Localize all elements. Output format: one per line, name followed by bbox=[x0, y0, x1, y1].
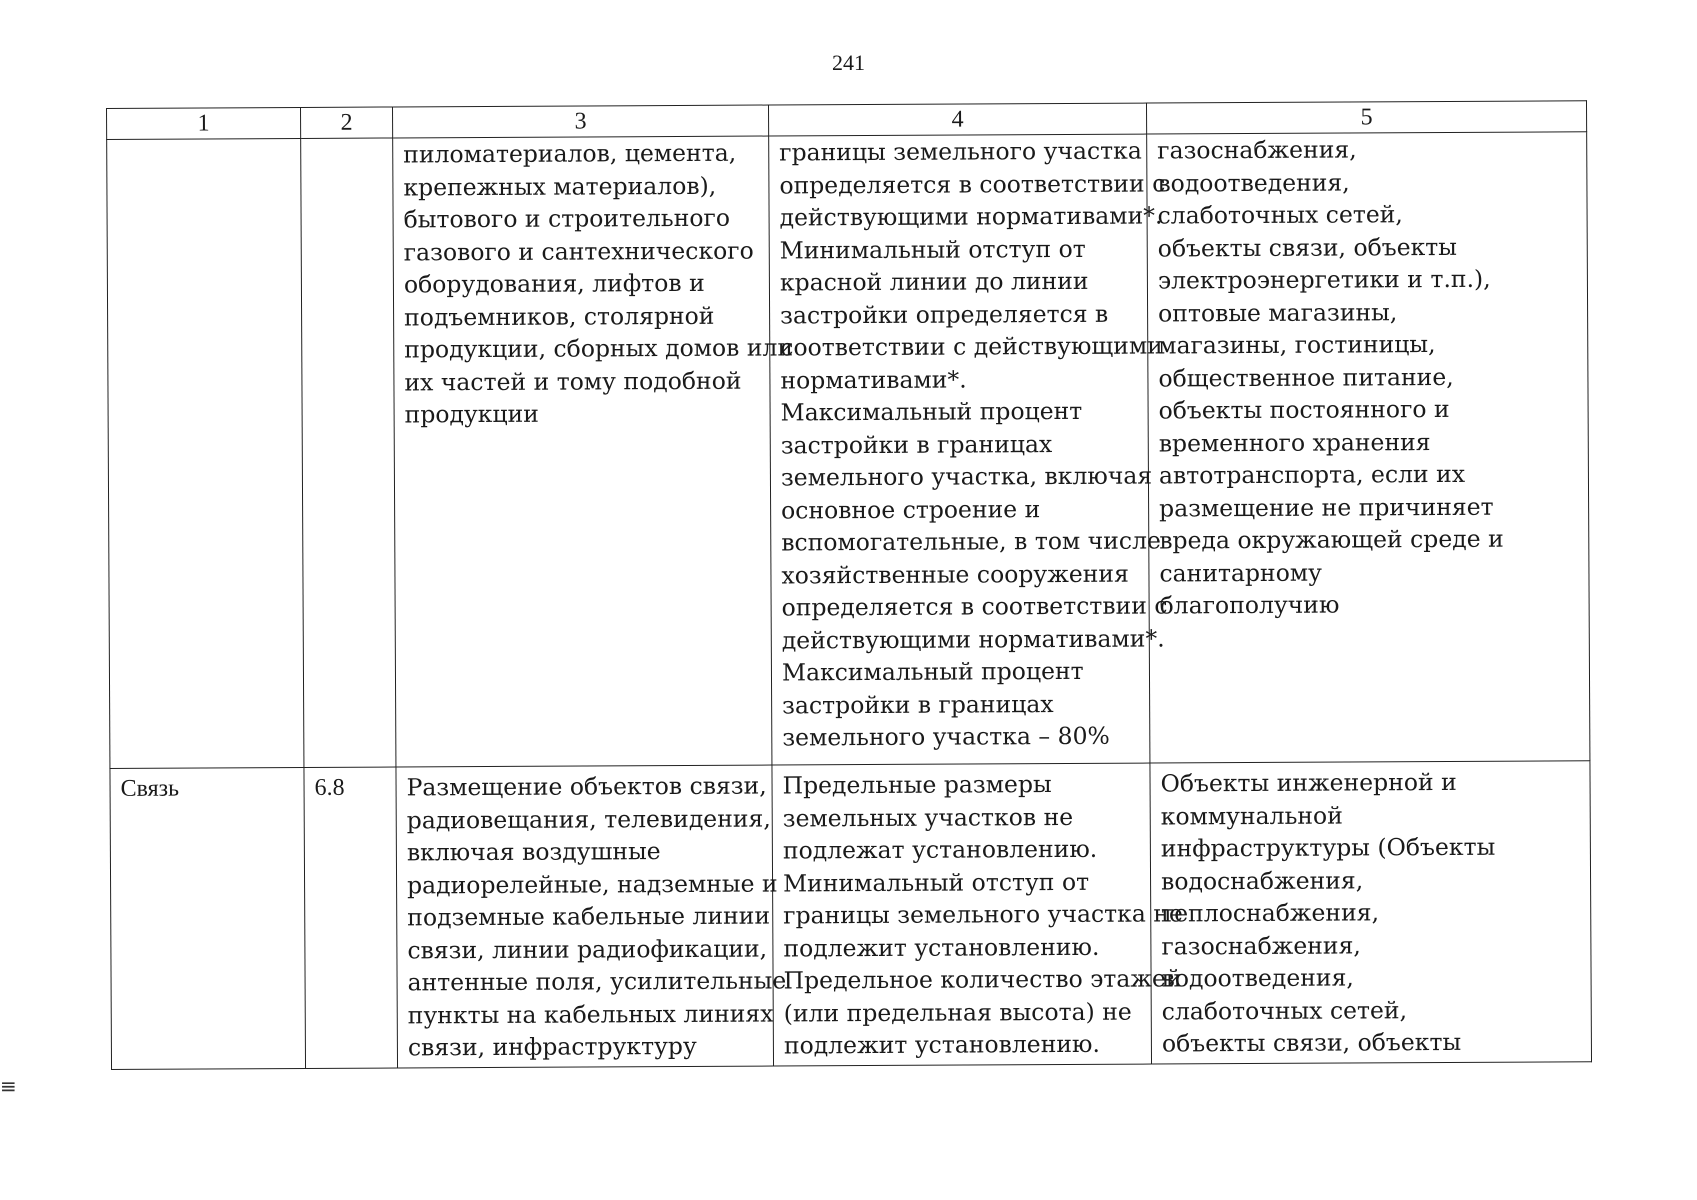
text-line: газоснабжения, bbox=[1161, 930, 1361, 960]
text-line: Минимальный отступ от bbox=[782, 867, 1090, 897]
text-line: связи, линии радиофикации, bbox=[407, 934, 768, 964]
text-line: крепежных материалов), bbox=[403, 171, 717, 201]
text-line: границы земельного участка bbox=[779, 136, 1142, 167]
table-row bbox=[107, 132, 1590, 769]
text-line: их частей и тому подобной bbox=[404, 366, 742, 396]
text-line: оборудования, лифтов и bbox=[403, 268, 705, 299]
use-code-cell: 6.8 bbox=[304, 767, 398, 1068]
text-line: пункты на кабельных линиях bbox=[407, 999, 774, 1029]
text-line: размещение не причиняет bbox=[1159, 492, 1494, 522]
text-line: хозяйственные сооружения bbox=[781, 559, 1129, 589]
use-type-cell: Связь bbox=[110, 767, 306, 1069]
text-line: Максимальный процент bbox=[780, 396, 1083, 427]
text-line: радиорелейные, надземные и bbox=[406, 868, 778, 899]
text-line: объекты связи, объекты bbox=[1161, 1027, 1462, 1058]
text-line: магазины, гостиницы, bbox=[1158, 330, 1436, 360]
text-line: застройки в границах bbox=[780, 429, 1053, 459]
text-line: продукции bbox=[404, 399, 539, 429]
regulation-table bbox=[106, 100, 1592, 1070]
text-line: оптовые магазины, bbox=[1158, 297, 1398, 327]
page-number: 241 bbox=[832, 50, 865, 75]
header-cell: 2 bbox=[300, 107, 392, 138]
text-line: Размещение объектов связи, bbox=[406, 771, 767, 802]
text-line: временного хранения bbox=[1158, 427, 1431, 457]
text-line: определяется в соответствии с bbox=[781, 591, 1168, 622]
text-line: общественное питание, bbox=[1158, 362, 1454, 392]
text-line: коммунальной bbox=[1160, 801, 1343, 830]
text-line: теплоснабжения, bbox=[1161, 898, 1380, 928]
text-line: слаботочных сетей, bbox=[1161, 995, 1408, 1025]
text-line: земельных участков не bbox=[782, 802, 1074, 832]
text-line: бытового и строительного bbox=[403, 203, 731, 234]
text-line: водоснабжения, bbox=[1160, 865, 1364, 895]
table-row bbox=[110, 761, 1592, 1070]
text-line: включая воздушные bbox=[406, 837, 661, 867]
use-description-cell bbox=[393, 136, 794, 767]
use-description-cell bbox=[396, 765, 787, 1068]
text-line: границы земельного участка не bbox=[783, 899, 1183, 930]
text-line: пиломатериалов, цемента, bbox=[403, 138, 737, 169]
text-line: Минимальный отступ от bbox=[779, 234, 1086, 264]
text-line: земельного участка – 80% bbox=[782, 721, 1110, 752]
text-line: газоснабжения, bbox=[1157, 135, 1357, 165]
text-line: основное строение и bbox=[781, 494, 1041, 524]
text-line: определяется в соответствии с bbox=[779, 168, 1166, 199]
text-line: Предельное количество этажей bbox=[783, 964, 1182, 995]
text-line: радиовещания, телевидения, bbox=[406, 804, 771, 834]
text-line: объекты связи, объекты bbox=[1157, 232, 1458, 262]
text-line: застройки в границах bbox=[782, 689, 1054, 719]
text-line: водоотведения, bbox=[1161, 963, 1354, 993]
text-line: благополучию bbox=[1159, 590, 1340, 620]
use-code-cell bbox=[301, 138, 396, 767]
text-line: слаботочных сетей, bbox=[1157, 200, 1403, 230]
text-line: подлежит установлению. bbox=[783, 932, 1100, 962]
text-line: подлежит установлению. bbox=[783, 1029, 1100, 1060]
text-line: санитарному bbox=[1159, 558, 1323, 587]
header-cell: 3 bbox=[392, 105, 768, 138]
text-line: нормативами*. bbox=[780, 364, 967, 394]
text-line: подъемников, столярной bbox=[404, 301, 715, 331]
header-cell: 4 bbox=[768, 103, 1146, 136]
text-line: (или предельная высота) не bbox=[783, 997, 1132, 1027]
text-line: автотранспорта, если их bbox=[1158, 459, 1466, 490]
text-line: соответствии с действующими bbox=[780, 331, 1163, 362]
text-line: Предельные размеры bbox=[782, 770, 1052, 800]
parameters-cell bbox=[769, 134, 1168, 765]
text-line: связи, инфраструктуру bbox=[407, 1031, 697, 1062]
text-line: застройки определяется в bbox=[780, 299, 1109, 329]
header-cell: 5 bbox=[1146, 101, 1586, 134]
use-type-cell bbox=[107, 138, 304, 768]
text-line: продукции, сборных домов или bbox=[404, 333, 794, 364]
text-line: электроэнергетики и т.п.), bbox=[1157, 264, 1491, 295]
scan-edge-mark: ≡ bbox=[0, 1074, 17, 1098]
text-line: Максимальный процент bbox=[781, 656, 1084, 687]
text-line: объекты постоянного и bbox=[1158, 394, 1450, 425]
text-line: вреда окружающей среде и bbox=[1159, 524, 1504, 555]
text-line: инфраструктуры (Объекты bbox=[1160, 832, 1496, 863]
auxiliary-uses-cell bbox=[1147, 132, 1590, 763]
parameters-cell bbox=[772, 763, 1183, 1066]
text-line: красной линии до линии bbox=[779, 266, 1089, 297]
text-line: подлежат установлению. bbox=[782, 834, 1098, 865]
text-line: антенные поля, усилительные bbox=[407, 966, 787, 997]
text-line: вспомогательные, в том числе bbox=[781, 526, 1161, 557]
text-line: газового и сантехнического bbox=[403, 236, 754, 266]
text-line: действующими нормативами*. bbox=[781, 623, 1165, 654]
text-line: Объекты инженерной и bbox=[1160, 767, 1457, 798]
text-line: подземные кабельные линии bbox=[407, 901, 771, 932]
text-line: действующими нормативами*. bbox=[779, 201, 1163, 232]
header-cell: 1 bbox=[107, 107, 301, 139]
text-line: земельного участка, включая bbox=[780, 461, 1153, 492]
text-line: водоотведения, bbox=[1157, 167, 1350, 197]
auxiliary-uses-cell bbox=[1150, 761, 1592, 1064]
